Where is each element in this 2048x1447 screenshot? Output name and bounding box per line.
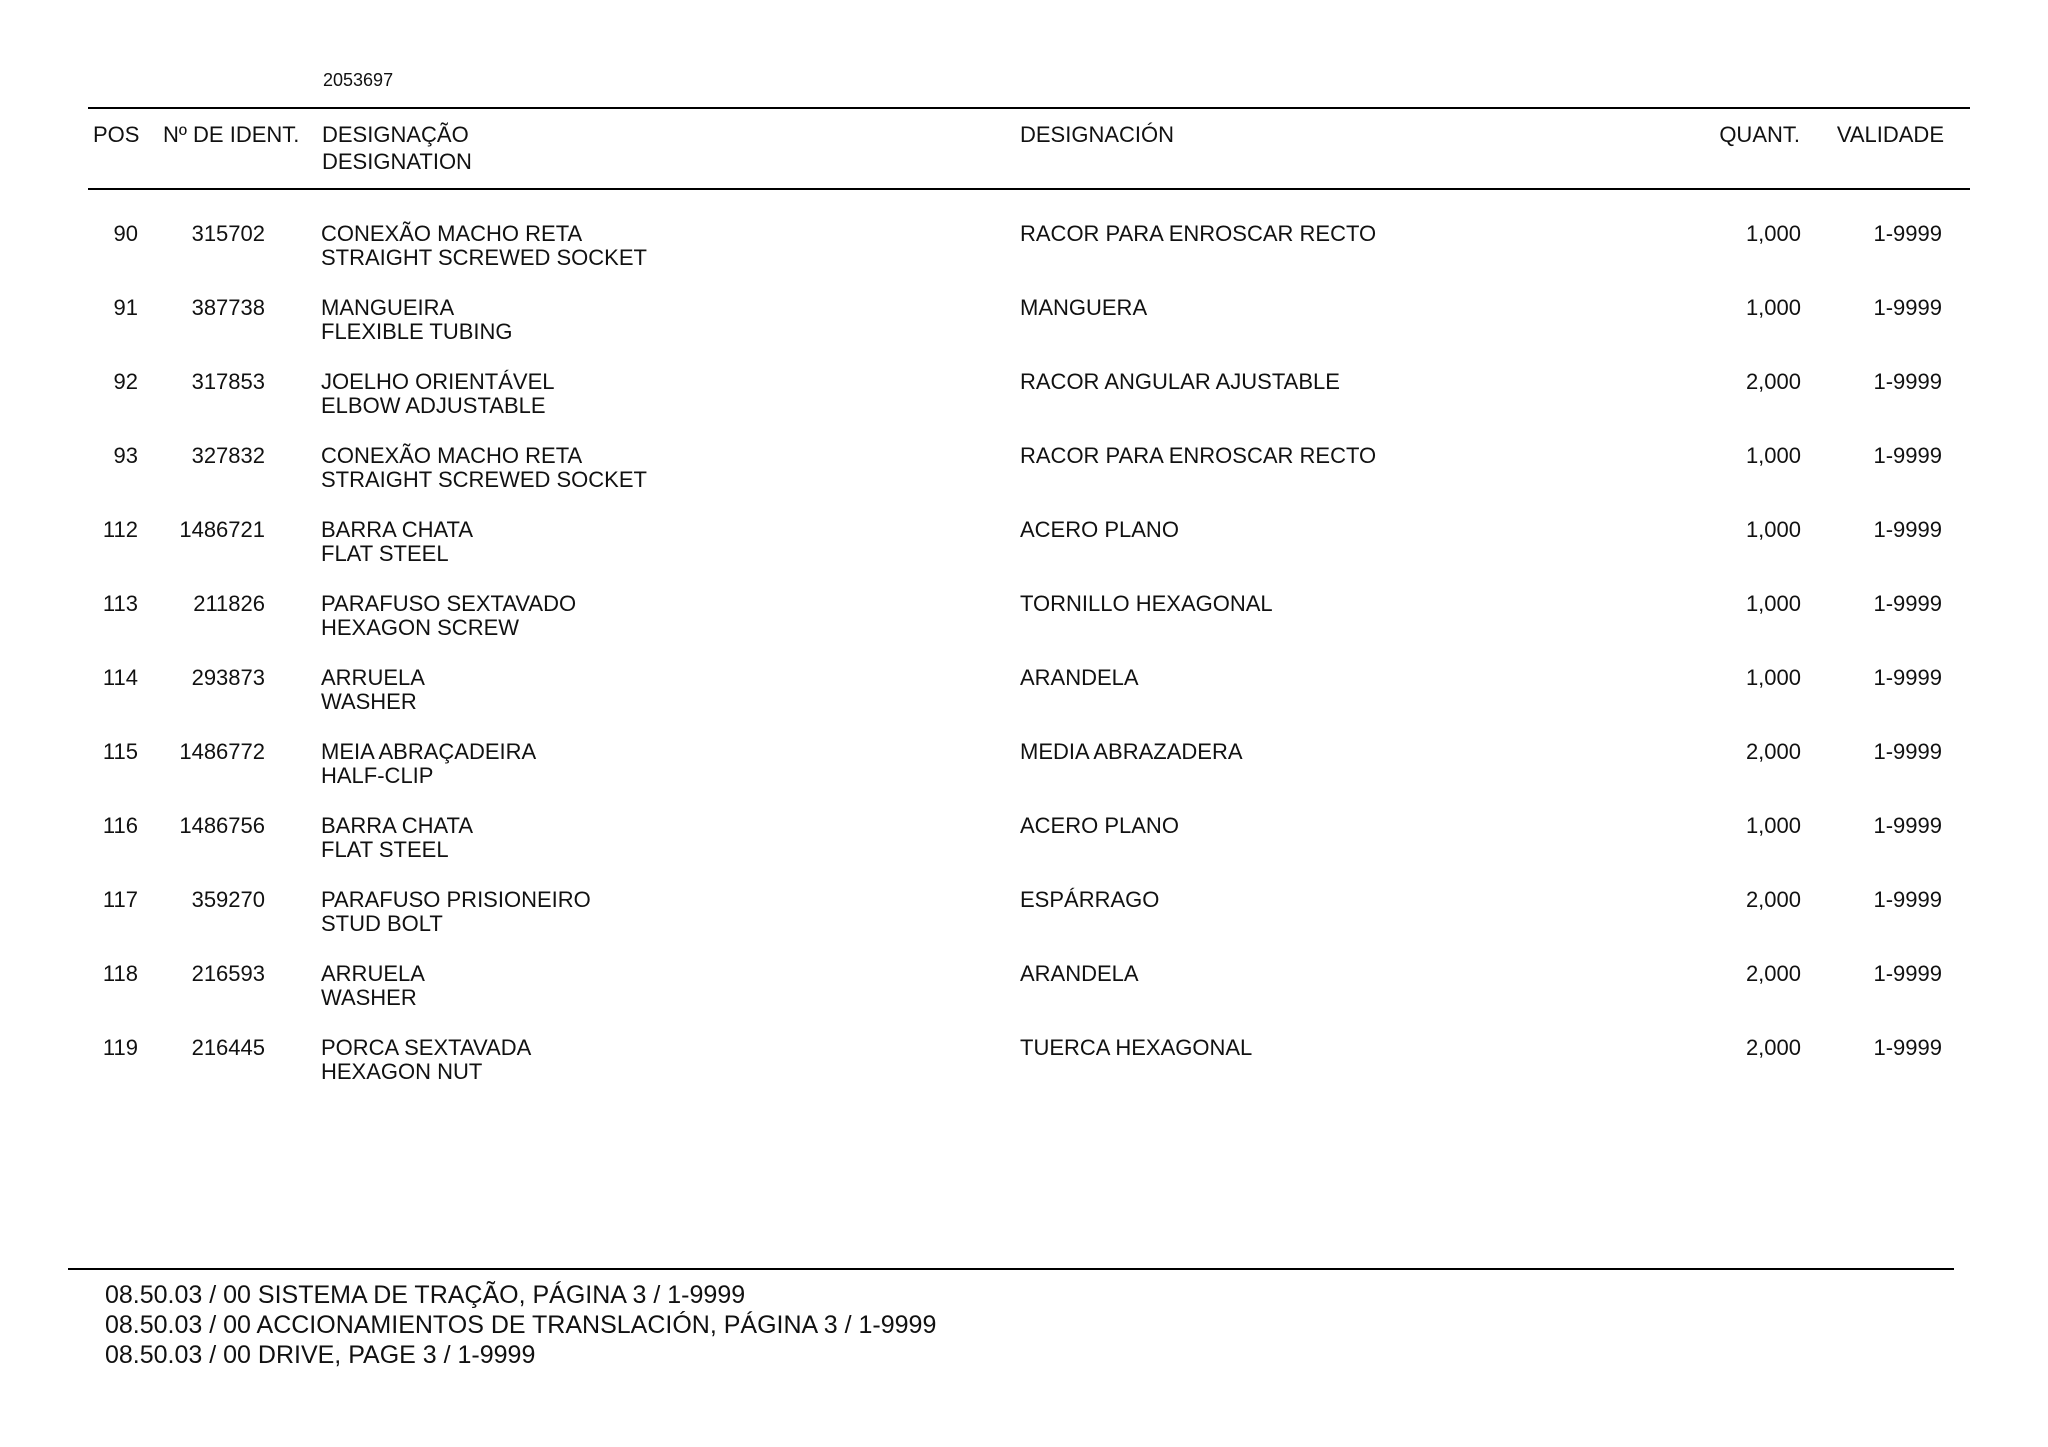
cell-validity: 1-9999	[1873, 665, 1942, 690]
cell-pos: 115	[102, 739, 138, 764]
cell-validity: 1-9999	[1873, 221, 1942, 246]
cell-designation-pt: ARRUELA	[321, 665, 425, 690]
cell-quantity: 1,000	[1745, 221, 1801, 246]
cell-pos: 113	[102, 591, 138, 616]
column-header-designation-es: DESIGNACIÓN	[1020, 122, 1175, 147]
column-header-designation	[322, 121, 472, 175]
cell-validity: 1-9999	[1873, 517, 1942, 542]
cell-designation-en: HALF-CLIP	[321, 763, 434, 788]
cell-quantity: 2,000	[1745, 739, 1801, 764]
cell-designation-es: MANGUERA	[1020, 295, 1148, 320]
cell-designation-es: ACERO PLANO	[1020, 813, 1179, 838]
cell-designation-pt: BARRA CHATA	[321, 813, 473, 838]
column-header-quantity: QUANT.	[1719, 122, 1800, 147]
table-row	[0, 296, 2048, 370]
cell-pos: 93	[113, 443, 138, 468]
cell-ident: 359270	[191, 887, 265, 912]
cell-designation-pt: ARRUELA	[321, 961, 425, 986]
column-header-validity: VALIDADE	[1836, 122, 1944, 147]
cell-validity: 1-9999	[1873, 591, 1942, 616]
cell-validity: 1-9999	[1873, 443, 1942, 468]
cell-designation-en: FLAT STEEL	[321, 837, 449, 862]
cell-quantity: 1,000	[1745, 443, 1801, 468]
cell-designation-es: RACOR PARA ENROSCAR RECTO	[1020, 443, 1377, 468]
cell-designation-en: STRAIGHT SCREWED SOCKET	[321, 245, 647, 270]
cell-designation-en: STUD BOLT	[321, 911, 443, 936]
cell-designation	[321, 592, 576, 640]
table-row	[0, 888, 2048, 962]
footer-rule	[68, 1268, 1954, 1270]
cell-ident: 211826	[193, 591, 265, 616]
cell-designation-pt: PARAFUSO PRISIONEIRO	[321, 887, 591, 912]
cell-designation	[321, 962, 425, 1010]
header-top-rule	[88, 107, 1970, 109]
footer-line-es: 08.50.03 / 00 ACCIONAMIENTOS DE TRANSLACIÓN, PÁGINA 3 / 1-9999	[105, 1311, 937, 1339]
cell-validity: 1-9999	[1873, 813, 1942, 838]
column-header-designation-pt: DESIGNAÇÃO	[322, 122, 469, 147]
cell-pos: 114	[102, 665, 138, 690]
table-row	[0, 370, 2048, 444]
cell-quantity: 2,000	[1745, 961, 1801, 986]
cell-designation	[321, 518, 473, 566]
cell-designation-pt: PARAFUSO SEXTAVADO	[321, 591, 577, 616]
cell-quantity: 1,000	[1745, 517, 1801, 542]
cell-pos: 116	[102, 813, 138, 838]
cell-validity: 1-9999	[1873, 961, 1942, 986]
cell-validity: 1-9999	[1873, 1035, 1942, 1060]
table-row	[0, 592, 2048, 666]
cell-designation-en: STRAIGHT SCREWED SOCKET	[321, 467, 647, 492]
column-header-pos: POS	[93, 122, 140, 147]
table-row	[0, 962, 2048, 1036]
cell-designation-es: ARANDELA	[1020, 665, 1139, 690]
header-bottom-rule	[88, 188, 1970, 190]
cell-designation-es: ACERO PLANO	[1020, 517, 1179, 542]
cell-designation-en: HEXAGON SCREW	[321, 615, 520, 640]
document-number: 2053697	[323, 70, 394, 90]
cell-designation-es: TUERCA HEXAGONAL	[1020, 1035, 1253, 1060]
cell-validity: 1-9999	[1873, 295, 1942, 320]
table-row	[0, 222, 2048, 296]
cell-quantity: 2,000	[1745, 369, 1801, 394]
cell-designation-es: RACOR PARA ENROSCAR RECTO	[1020, 221, 1377, 246]
page-footer	[105, 1280, 936, 1370]
table-row	[0, 814, 2048, 888]
cell-designation-en: FLEXIBLE TUBING	[321, 319, 513, 344]
cell-designation	[321, 296, 513, 344]
cell-quantity: 1,000	[1745, 295, 1801, 320]
table-row	[0, 518, 2048, 592]
cell-designation-pt: MANGUEIRA	[321, 295, 455, 320]
cell-designation-es: MEDIA ABRAZADERA	[1020, 739, 1243, 764]
cell-designation	[321, 444, 647, 492]
cell-pos: 91	[113, 295, 138, 320]
cell-ident: 1486772	[179, 739, 265, 764]
footer-line-pt: 08.50.03 / 00 SISTEMA DE TRAÇÃO, PÁGINA 3 / 1-9999	[105, 1281, 746, 1309]
cell-designation-en: WASHER	[321, 689, 417, 714]
cell-designation	[321, 666, 425, 714]
cell-ident: 317853	[191, 369, 265, 394]
cell-pos: 92	[113, 369, 138, 394]
cell-designation	[321, 888, 591, 936]
cell-designation	[321, 740, 536, 788]
table-row	[0, 1036, 2048, 1110]
cell-designation-pt: CONEXÃO MACHO RETA	[321, 221, 583, 246]
cell-validity: 1-9999	[1873, 739, 1942, 764]
cell-quantity: 1,000	[1745, 813, 1801, 838]
column-header-designation-en: DESIGNATION	[322, 149, 472, 174]
cell-designation-pt: PORCA SEXTAVADA	[321, 1035, 532, 1060]
cell-designation	[321, 222, 647, 270]
cell-validity: 1-9999	[1873, 887, 1942, 912]
cell-pos: 119	[102, 1035, 138, 1060]
cell-pos: 90	[113, 221, 138, 246]
parts-list	[0, 222, 2048, 1110]
cell-ident: 216445	[191, 1035, 265, 1060]
cell-designation-en: HEXAGON NUT	[321, 1059, 483, 1084]
table-row	[0, 666, 2048, 740]
cell-pos: 117	[102, 887, 138, 912]
cell-designation-en: ELBOW ADJUSTABLE	[321, 393, 546, 418]
cell-ident: 293873	[191, 665, 265, 690]
cell-designation-es: ESPÁRRAGO	[1020, 887, 1160, 912]
cell-ident: 387738	[191, 295, 265, 320]
cell-designation-es: TORNILLO HEXAGONAL	[1020, 591, 1273, 616]
cell-designation-pt: JOELHO ORIENTÁVEL	[321, 369, 555, 394]
cell-pos: 118	[102, 961, 138, 986]
cell-designation-en: FLAT STEEL	[321, 541, 449, 566]
cell-validity: 1-9999	[1873, 369, 1942, 394]
cell-quantity: 2,000	[1745, 1035, 1801, 1060]
cell-quantity: 1,000	[1745, 665, 1801, 690]
cell-quantity: 1,000	[1745, 591, 1801, 616]
cell-designation	[321, 814, 473, 862]
cell-ident: 327832	[191, 443, 265, 468]
cell-designation-es: ARANDELA	[1020, 961, 1139, 986]
footer-line-en: 08.50.03 / 00 DRIVE, PAGE 3 / 1-9999	[105, 1341, 536, 1369]
cell-designation-es: RACOR ANGULAR AJUSTABLE	[1020, 369, 1340, 394]
table-row	[0, 444, 2048, 518]
cell-designation	[321, 370, 555, 418]
cell-designation-pt: MEIA ABRAÇADEIRA	[321, 739, 537, 764]
cell-quantity: 2,000	[1745, 887, 1801, 912]
cell-ident: 216593	[191, 961, 265, 986]
cell-ident: 315702	[191, 221, 265, 246]
cell-ident: 1486756	[179, 813, 265, 838]
cell-pos: 112	[102, 517, 138, 542]
cell-designation	[321, 1036, 531, 1084]
cell-designation-pt: CONEXÃO MACHO RETA	[321, 443, 583, 468]
table-row	[0, 740, 2048, 814]
cell-designation-pt: BARRA CHATA	[321, 517, 473, 542]
cell-ident: 1486721	[179, 517, 265, 542]
cell-designation-en: WASHER	[321, 985, 417, 1010]
column-header-ident: Nº DE IDENT.	[163, 122, 300, 147]
